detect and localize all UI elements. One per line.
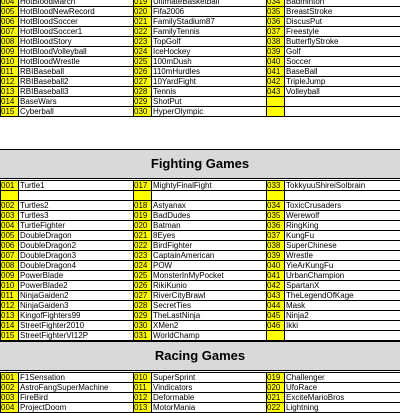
game-number-cell: 003: [1, 393, 19, 403]
game-title-cell: DoubleDragon3: [19, 251, 134, 261]
game-title-cell: UfoRace: [285, 383, 400, 393]
game-title-cell: NinjaGaiden3: [19, 301, 134, 311]
game-number-cell: 035: [267, 211, 285, 221]
game-number-cell: 030: [134, 321, 152, 331]
game-number-cell: 040: [267, 261, 285, 271]
game-title-cell: PowerBlade: [19, 271, 134, 281]
game-title-cell: Soccer: [285, 57, 400, 67]
game-title-cell: [285, 97, 400, 107]
game-number-cell: 008: [1, 37, 19, 47]
game-number-cell: 015: [1, 107, 19, 117]
game-number-cell: 004: [1, 403, 19, 413]
game-title-cell: DoubleDragon2: [19, 241, 134, 251]
game-title-cell: UltimateBasketball: [152, 0, 267, 7]
game-number-cell: 024: [134, 47, 152, 57]
game-title-cell: MotorMania: [152, 403, 267, 413]
game-number-cell: 043: [267, 291, 285, 301]
game-title-cell: Ikki: [285, 321, 400, 331]
game-title-cell: Mask: [285, 301, 400, 311]
game-number-cell: 030: [134, 107, 152, 117]
game-title-cell: Turtle1: [19, 181, 134, 191]
game-title-cell: HotBloodSoccer1: [19, 27, 134, 37]
game-title-cell: [152, 191, 267, 201]
game-number-cell: 009: [1, 47, 19, 57]
game-number-cell: 043: [267, 87, 285, 97]
game-number-cell: 040: [267, 57, 285, 67]
game-title-cell: WorldChamp: [152, 331, 267, 341]
game-title-cell: RBIBaseball2: [19, 77, 134, 87]
game-number-cell: [1, 191, 19, 201]
game-title-cell: F1Sensation: [19, 373, 134, 383]
game-number-cell: 045: [267, 311, 285, 321]
game-title-cell: Ninja2: [285, 311, 400, 321]
game-title-cell: FireBird: [19, 393, 134, 403]
game-number-cell: 041: [267, 67, 285, 77]
game-title-cell: UrbanChampion: [285, 271, 400, 281]
game-title-cell: Batman: [152, 221, 267, 231]
game-title-cell: [19, 191, 134, 201]
game-title-cell: FamilyStadium87: [152, 17, 267, 27]
racing-games-table: [0, 372, 400, 413]
fighting-games-header: Fighting Games: [0, 149, 400, 179]
game-title-cell: Freestyle: [285, 27, 400, 37]
game-number-cell: 022: [134, 241, 152, 251]
fighting-games-table: [0, 180, 400, 351]
game-title-cell: Deformable: [152, 393, 267, 403]
game-number-cell: 013: [134, 403, 152, 413]
game-number-cell: 020: [134, 7, 152, 17]
game-title-cell: HotBloodWrestle: [19, 57, 134, 67]
game-number-cell: 007: [1, 251, 19, 261]
game-title-cell: 110mHurdles: [152, 67, 267, 77]
game-number-cell: 009: [1, 271, 19, 281]
game-number-cell: 033: [267, 181, 285, 191]
game-number-cell: 008: [1, 261, 19, 271]
game-number-cell: 034: [267, 201, 285, 211]
game-number-cell: 022: [267, 403, 285, 413]
game-title-cell: RiverCityBrawl: [152, 291, 267, 301]
game-number-cell: 002: [1, 201, 19, 211]
game-number-cell: 031: [134, 331, 152, 341]
game-title-cell: HotBloodStory: [19, 37, 134, 47]
game-number-cell: 028: [134, 87, 152, 97]
game-title-cell: CaptainAmerican: [152, 251, 267, 261]
game-number-cell: 001: [1, 181, 19, 191]
game-title-cell: [285, 107, 400, 117]
game-number-cell: 001: [1, 373, 19, 383]
game-title-cell: HyperOlympic: [152, 107, 267, 117]
game-title-cell: 8Eyes: [152, 231, 267, 241]
game-title-cell: XMen2: [152, 321, 267, 331]
game-number-cell: [267, 107, 285, 117]
game-title-cell: Turtles2: [19, 201, 134, 211]
game-number-cell: 005: [1, 7, 19, 17]
game-title-cell: [285, 331, 400, 341]
game-number-cell: [134, 191, 152, 201]
racing-games-header: Racing Games: [0, 341, 400, 371]
game-title-cell: DiscusPut: [285, 17, 400, 27]
game-title-cell: NinjaGaiden2: [19, 291, 134, 301]
game-number-cell: 021: [134, 17, 152, 27]
game-title-cell: TripleJump: [285, 77, 400, 87]
game-number-cell: 012: [1, 77, 19, 87]
game-title-cell: MonsterInMyPocket: [152, 271, 267, 281]
game-title-cell: ExciteMarioBros: [285, 393, 400, 403]
game-title-cell: Lightning: [285, 403, 400, 413]
game-number-cell: 011: [1, 291, 19, 301]
game-title-cell: MightyFinalFight: [152, 181, 267, 191]
game-title-cell: SuperChinese: [285, 241, 400, 251]
game-title-cell: RBIBaseball3: [19, 87, 134, 97]
game-number-cell: 042: [267, 77, 285, 87]
game-number-cell: 038: [267, 37, 285, 47]
game-number-cell: 010: [1, 281, 19, 291]
game-title-cell: TopGolf: [152, 37, 267, 47]
game-number-cell: 023: [134, 37, 152, 47]
game-title-cell: IceHockey: [152, 47, 267, 57]
game-number-cell: 027: [134, 77, 152, 87]
game-title-cell: TheLegendOfKage: [285, 291, 400, 301]
game-number-cell: 029: [134, 311, 152, 321]
game-title-cell: ButterflyStroke: [285, 37, 400, 47]
game-title-cell: Wrestle: [285, 251, 400, 261]
game-title-cell: KingofFighters99: [19, 311, 134, 321]
game-number-cell: 010: [1, 57, 19, 67]
game-title-cell: StreetFighter2010: [19, 321, 134, 331]
game-title-cell: Vindicators: [152, 383, 267, 393]
game-number-cell: 041: [267, 271, 285, 281]
game-number-cell: 029: [134, 97, 152, 107]
game-title-cell: BaseBall: [285, 67, 400, 77]
game-number-cell: 046: [267, 321, 285, 331]
game-number-cell: 007: [1, 27, 19, 37]
game-title-cell: DoubleDragon: [19, 231, 134, 241]
game-title-cell: SpartanX: [285, 281, 400, 291]
game-number-cell: [267, 97, 285, 107]
game-title-cell: Badminton: [285, 0, 400, 7]
game-title-cell: HotBloodNewRecord: [19, 7, 134, 17]
game-number-cell: 003: [1, 211, 19, 221]
game-title-cell: SecretTies: [152, 301, 267, 311]
game-title-cell: BirdFighter: [152, 241, 267, 251]
game-number-cell: 039: [267, 251, 285, 261]
game-number-cell: 012: [1, 301, 19, 311]
game-number-cell: 026: [134, 281, 152, 291]
game-number-cell: 011: [134, 383, 152, 393]
game-number-cell: 034: [267, 0, 285, 7]
game-number-cell: 035: [267, 7, 285, 17]
game-number-cell: 022: [134, 27, 152, 37]
game-title-cell: Golf: [285, 47, 400, 57]
game-title-cell: FamilyTennis: [152, 27, 267, 37]
game-number-cell: 036: [267, 221, 285, 231]
game-title-cell: ToxicCrusaders: [285, 201, 400, 211]
game-title-cell: Tennis: [152, 87, 267, 97]
game-title-cell: HotBloodVolleyball: [19, 47, 134, 57]
game-number-cell: 028: [134, 301, 152, 311]
game-number-cell: 021: [134, 231, 152, 241]
game-title-cell: 10YardFight: [152, 77, 267, 87]
game-number-cell: 042: [267, 281, 285, 291]
game-number-cell: 012: [134, 393, 152, 403]
game-number-cell: 014: [1, 321, 19, 331]
game-number-cell: 024: [134, 261, 152, 271]
game-number-cell: 037: [267, 231, 285, 241]
game-title-cell: 100mDush: [152, 57, 267, 67]
game-title-cell: HotBloodMarch: [19, 0, 134, 7]
game-number-cell: 013: [1, 311, 19, 321]
game-number-cell: 015: [1, 331, 19, 341]
game-title-cell: Fifa2006: [152, 7, 267, 17]
game-title-cell: RingKing: [285, 221, 400, 231]
game-number-cell: 036: [267, 17, 285, 27]
game-title-cell: StreetFighterVI12P: [19, 331, 134, 341]
game-title-cell: BreastStroke: [285, 7, 400, 17]
game-number-cell: 002: [1, 383, 19, 393]
game-number-cell: 037: [267, 27, 285, 37]
game-title-cell: ShotPut: [152, 97, 267, 107]
game-number-cell: 019: [134, 0, 152, 7]
game-title-cell: SuperSprint: [152, 373, 267, 383]
game-title-cell: BadDudes: [152, 211, 267, 221]
game-title-cell: TurtleFighter: [19, 221, 134, 231]
game-number-cell: 006: [1, 17, 19, 27]
game-title-cell: KungFu: [285, 231, 400, 241]
game-title-cell: Cyberball: [19, 107, 134, 117]
game-title-cell: Challenger: [285, 373, 400, 383]
game-title-cell: ProjectDoom: [19, 403, 134, 413]
game-title-cell: POW: [152, 261, 267, 271]
game-title-cell: DoubleDragon4: [19, 261, 134, 271]
game-title-cell: Werewolf: [285, 211, 400, 221]
game-number-cell: 025: [134, 271, 152, 281]
game-number-cell: 018: [134, 201, 152, 211]
game-number-cell: 019: [267, 373, 285, 383]
game-number-cell: 010: [134, 373, 152, 383]
game-number-cell: 026: [134, 67, 152, 77]
game-number-cell: 014: [1, 97, 19, 107]
game-title-cell: Volleyball: [285, 87, 400, 97]
game-number-cell: 004: [1, 221, 19, 231]
game-number-cell: 021: [267, 393, 285, 403]
game-number-cell: 038: [267, 241, 285, 251]
game-title-cell: AstroFangSuperMachine: [19, 383, 134, 393]
game-number-cell: 004: [1, 0, 19, 7]
game-title-cell: Astyanax: [152, 201, 267, 211]
game-number-cell: 006: [1, 241, 19, 251]
game-title-cell: PowerBlade2: [19, 281, 134, 291]
game-number-cell: 013: [1, 87, 19, 97]
game-number-cell: 011: [1, 67, 19, 77]
game-number-cell: 020: [267, 383, 285, 393]
game-title-cell: HotBloodSoccer: [19, 17, 134, 27]
game-number-cell: 025: [134, 57, 152, 67]
game-title-cell: YieArKungFu: [285, 261, 400, 271]
game-title-cell: BaseWars: [19, 97, 134, 107]
game-number-cell: 027: [134, 291, 152, 301]
game-title-cell: TokkyuuShireiSolbrain: [285, 181, 400, 191]
game-number-cell: [267, 331, 285, 341]
game-number-cell: 017: [134, 181, 152, 191]
game-number-cell: 020: [134, 221, 152, 231]
game-number-cell: [267, 191, 285, 201]
game-title-cell: RBIBaseball: [19, 67, 134, 77]
sports-games-table: [0, 0, 400, 117]
game-number-cell: 023: [134, 251, 152, 261]
game-title-cell: [285, 191, 400, 201]
game-number-cell: 005: [1, 231, 19, 241]
game-number-cell: 039: [267, 47, 285, 57]
game-number-cell: 044: [267, 301, 285, 311]
game-title-cell: TheLastNinja: [152, 311, 267, 321]
game-number-cell: 019: [134, 211, 152, 221]
game-title-cell: Turtles3: [19, 211, 134, 221]
game-title-cell: RikiKunio: [152, 281, 267, 291]
